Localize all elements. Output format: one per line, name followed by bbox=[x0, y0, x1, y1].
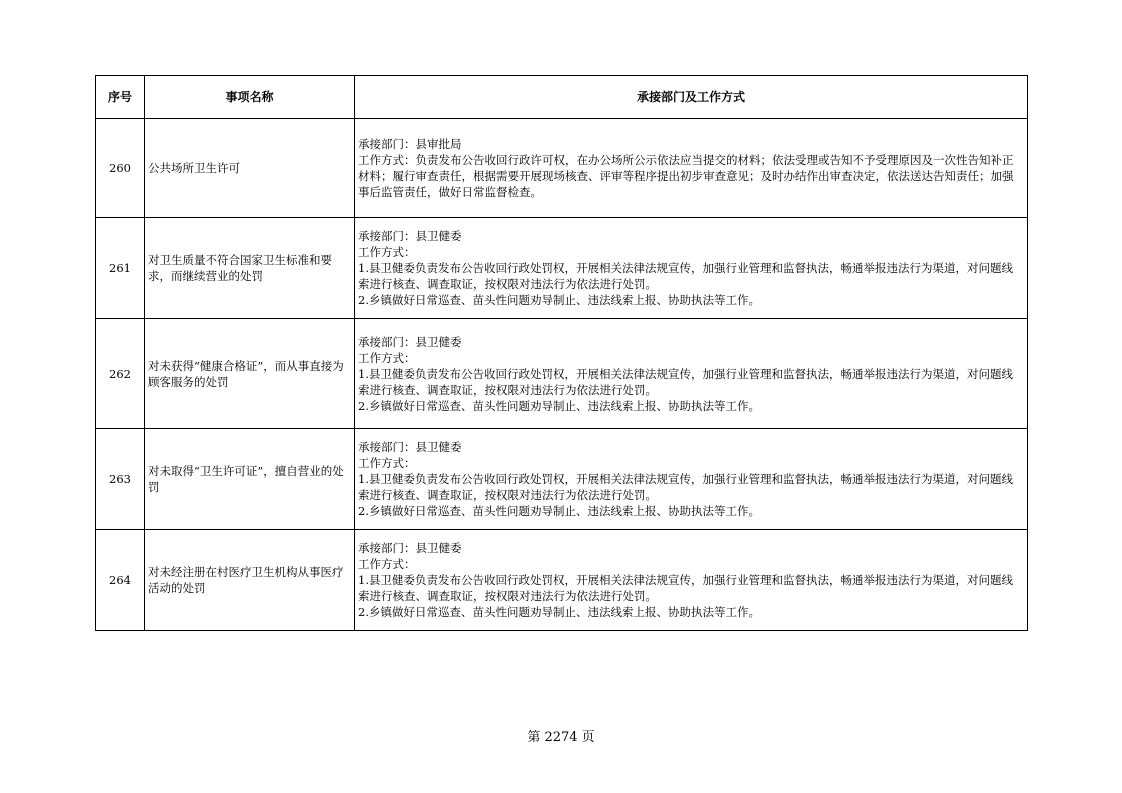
table-row bbox=[96, 119, 1028, 218]
detail-line: 承接部门：县卫健委 bbox=[358, 229, 462, 243]
row-number: 262 bbox=[96, 319, 145, 429]
row-item-name: 对未取得“卫生许可证”，擅自营业的处罚 bbox=[145, 429, 355, 530]
detail-line: 工作方式：负责发布公告收回行政许可权，在办公场所公示依法应当提交的材料；依法受理或告知不予受理原因及一次性告知补正材料；履行审查责任，根据需要开展现场核查、评审等程序提出初步审查意见；及时办结作出审查决定，依法送达告知责任；加强事后监管责任，做好日常监督检查。 bbox=[358, 153, 1014, 199]
detail-line: 承接部门：县卫健委 bbox=[358, 334, 462, 349]
items-table bbox=[95, 75, 1028, 631]
detail-line: 2.乡镇做好日常巡查、苗头性问题劝导制止、违法线索上报、协助执法等工作。 bbox=[358, 293, 760, 307]
detail-line: 工作方式： bbox=[358, 456, 416, 470]
row-detail bbox=[355, 530, 1028, 631]
detail-line: 1.县卫健委负责发布公告收回行政处罚权，开展相关法律法规宣传，加强行业管理和监督执法，畅通举报违法行为渠道，对问题线索进行核查、调查取证，按权限对违法行为依法进行处罚。 bbox=[358, 366, 1013, 397]
row-detail bbox=[355, 218, 1028, 319]
row-detail bbox=[355, 119, 1028, 218]
row-item-name: 对卫生质量不符合国家卫生标准和要求，而继续营业的处罚 bbox=[145, 218, 355, 319]
detail-line: 工作方式： bbox=[358, 245, 416, 259]
header-department-method: 承接部门及工作方式 bbox=[355, 76, 1028, 119]
table-body bbox=[96, 119, 1028, 631]
detail-line: 承接部门：县审批局 bbox=[358, 137, 462, 151]
detail-line: 1.县卫健委负责发布公告收回行政处罚权，开展相关法律法规宣传，加强行业管理和监督执法，畅通举报违法行为渠道，对问题线索进行核查、调查取证，按权限对违法行为依法进行处罚。 bbox=[358, 573, 1013, 603]
detail-line: 工作方式： bbox=[358, 350, 416, 365]
detail-line: 2.乡镇做好日常巡查、苗头性问题劝导制止、违法线索上报、协助执法等工作。 bbox=[358, 398, 760, 413]
detail-line: 1.县卫健委负责发布公告收回行政处罚权，开展相关法律法规宣传，加强行业管理和监督执法，畅通举报违法行为渠道，对问题线索进行核查、调查取证，按权限对违法行为依法进行处罚。 bbox=[358, 472, 1013, 502]
row-item-name: 对未经注册在村医疗卫生机构从事医疗活动的处罚 bbox=[145, 530, 355, 631]
table-row bbox=[96, 530, 1028, 631]
header-item-name: 事项名称 bbox=[145, 76, 355, 119]
page-number: 第 2274 页 bbox=[527, 730, 595, 745]
table-row bbox=[96, 319, 1028, 429]
row-number: 264 bbox=[96, 530, 145, 631]
detail-line: 承接部门：县卫健委 bbox=[358, 440, 462, 454]
row-item-name: 对未获得“健康合格证”，而从事直接为顾客服务的处罚 bbox=[145, 319, 355, 429]
detail-line: 2.乡镇做好日常巡查、苗头性问题劝导制止、违法线索上报、协助执法等工作。 bbox=[358, 504, 760, 518]
row-number: 260 bbox=[96, 119, 145, 218]
document-table-container bbox=[95, 75, 1027, 631]
detail-line: 承接部门：县卫健委 bbox=[358, 541, 462, 555]
detail-line: 2.乡镇做好日常巡查、苗头性问题劝导制止、违法线索上报、协助执法等工作。 bbox=[358, 605, 760, 619]
row-detail bbox=[355, 319, 1028, 429]
detail-line: 1.县卫健委负责发布公告收回行政处罚权，开展相关法律法规宣传，加强行业管理和监督执法，畅通举报违法行为渠道，对问题线索进行核查、调查取证，按权限对违法行为依法进行处罚。 bbox=[358, 261, 1013, 291]
table-row bbox=[96, 429, 1028, 530]
row-item-name: 公共场所卫生许可 bbox=[145, 119, 355, 218]
table-row bbox=[96, 218, 1028, 319]
row-detail bbox=[355, 429, 1028, 530]
row-number: 263 bbox=[96, 429, 145, 530]
table-header-row bbox=[96, 76, 1028, 119]
header-number: 序号 bbox=[96, 76, 145, 119]
row-number: 261 bbox=[96, 218, 145, 319]
detail-line: 工作方式： bbox=[358, 557, 416, 571]
